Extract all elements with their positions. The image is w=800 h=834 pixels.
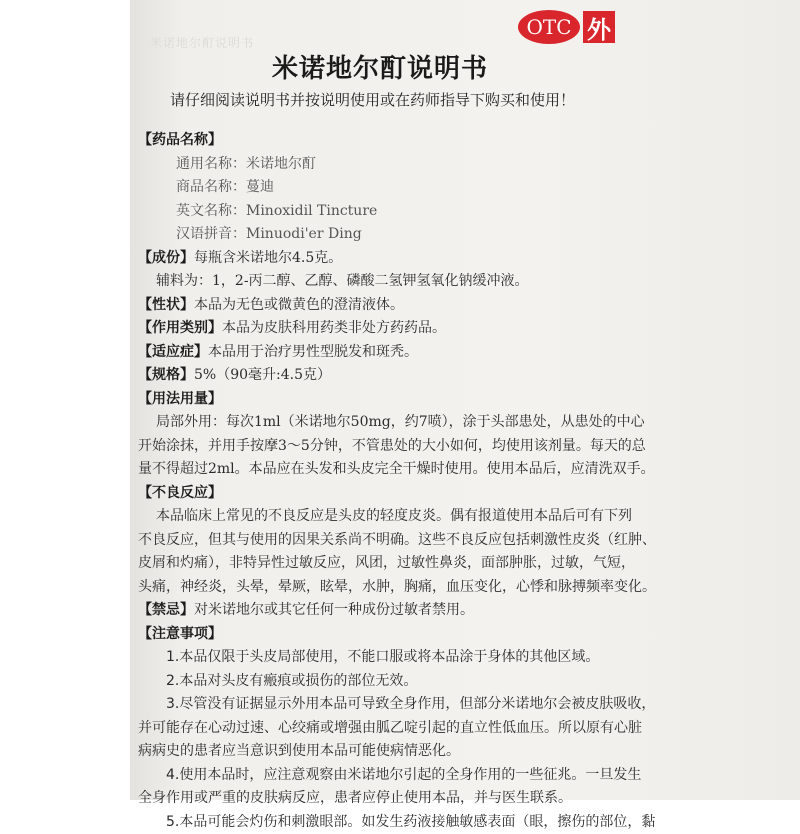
section-text: 5%（90毫升:4.5克） xyxy=(194,367,331,383)
bleed-through-text: 米诺地尔酊说明书 xyxy=(150,34,254,51)
section-heading: 【用法用量】 xyxy=(138,391,222,407)
precaution-line: 2.本品对头皮有瘢痕或损伤的部位无效。 xyxy=(138,670,794,694)
document-subtitle: 请仔细阅读说明书并按说明使用或在药师指导下购买和使用！ xyxy=(170,89,575,110)
precaution-line: 并可能存在心动过速、心绞痛或增强由胍乙啶引起的直立性低血压。所以原有心脏 xyxy=(138,717,794,741)
section-appearance xyxy=(138,294,794,318)
leaflet-paper xyxy=(130,0,800,800)
adverse-line: 不良反应，但其与使用的因果关系尚不明确。这些不良反应包括刺激性皮炎（红肿、 xyxy=(138,529,794,553)
section-text: 本品用于治疗男性型脱发和斑秃。 xyxy=(208,344,418,360)
precaution-line: 4.使用本品时，应注意观察由米诺地尔引起的全身作用的一些征兆。一旦发生 xyxy=(138,764,794,788)
section-composition xyxy=(138,247,794,271)
section-text: 对米诺地尔或其它任何一种成份过敏者禁用。 xyxy=(194,602,474,618)
external-use-icon: 外 xyxy=(583,11,615,43)
section-contraindication xyxy=(138,599,794,623)
precaution-line: 全身作用或严重的皮肤病反应，患者应停止使用本品，并与医生联系。 xyxy=(138,787,794,811)
adverse-line: 皮屑和灼痛），非特异性过敏反应，风团，过敏性鼻炎，面部肿胀，过敏，气短， xyxy=(138,552,794,576)
pinyin-name: 汉语拼音：Minuodi'er Ding xyxy=(138,223,794,247)
section-heading: 【禁忌】 xyxy=(138,602,194,618)
section-text: 本品为无色或微黄色的澄清液体。 xyxy=(194,297,404,313)
adverse-line: 本品临床上常见的不良反应是头皮的轻度皮炎。偶有报道使用本品后可有下列 xyxy=(138,505,794,529)
section-heading: 【注意事项】 xyxy=(138,626,222,642)
precaution-line: 病病史的患者应当意识到使用本品可能使病情恶化。 xyxy=(138,740,794,764)
section-heading: 【适应症】 xyxy=(138,344,208,360)
section-spec xyxy=(138,364,794,388)
precaution-line: 1.本品仅限于头皮局部使用，不能口服或将本品涂于身体的其他区域。 xyxy=(138,646,794,670)
section-category xyxy=(138,317,794,341)
section-indication xyxy=(138,341,794,365)
section-heading: 【规格】 xyxy=(138,367,194,383)
section-text: 每瓶含米诺地尔4.5克。 xyxy=(194,250,342,266)
english-name: 英文名称：Minoxidil Tincture xyxy=(138,200,794,224)
usage-line: 量不得超过2ml。本品应在头发和头皮完全干燥时使用。使用本品后，应清洗双手。 xyxy=(138,458,794,482)
generic-name: 通用名称：米诺地尔酊 xyxy=(138,153,794,177)
excipients-text: 辅料为：1，2-丙二醇、乙醇、磷酸二氢钾氢氧化钠缓冲液。 xyxy=(138,270,794,294)
section-heading: 【药品名称】 xyxy=(138,132,222,148)
usage-line: 局部外用：每次1ml（米诺地尔50mg，约7喷），涂于头部患处，从患处的中心 xyxy=(138,411,794,435)
section-heading: 【性状】 xyxy=(138,297,194,313)
section-text: 本品为皮肤科用药类非处方药药品。 xyxy=(222,320,446,336)
otc-oval-icon: OTC xyxy=(518,10,580,44)
section-heading: 【作用类别】 xyxy=(138,320,222,336)
section-heading: 【成份】 xyxy=(138,250,194,266)
document-title: 米诺地尔酊说明书 xyxy=(130,48,630,85)
section-adverse xyxy=(138,482,794,506)
usage-line: 开始涂抹，并用手按摩3～5分钟，不管患处的大小如何，均使用该剂量。每天的总 xyxy=(138,435,794,459)
section-precautions xyxy=(138,623,794,647)
adverse-line: 头痛，神经炎，头晕，晕厥，眩晕，水肿，胸痛，血压变化，心悸和脉搏频率变化。 xyxy=(138,576,794,600)
trade-name: 商品名称：蔓迪 xyxy=(138,176,794,200)
precaution-line: 3.尽管没有证据显示外用本品可导致全身作用，但部分米诺地尔会被皮肤吸收， xyxy=(138,693,794,717)
precaution-line: 5.本品可能会灼伤和刺激眼部。如发生药液接触敏感表面（眼，擦伤的部位，黏 xyxy=(138,811,794,834)
section-usage xyxy=(138,388,794,412)
otc-badge xyxy=(518,10,615,44)
leaflet-body xyxy=(138,129,794,834)
section-heading: 【不良反应】 xyxy=(138,485,222,501)
section-drug-name xyxy=(138,129,794,153)
